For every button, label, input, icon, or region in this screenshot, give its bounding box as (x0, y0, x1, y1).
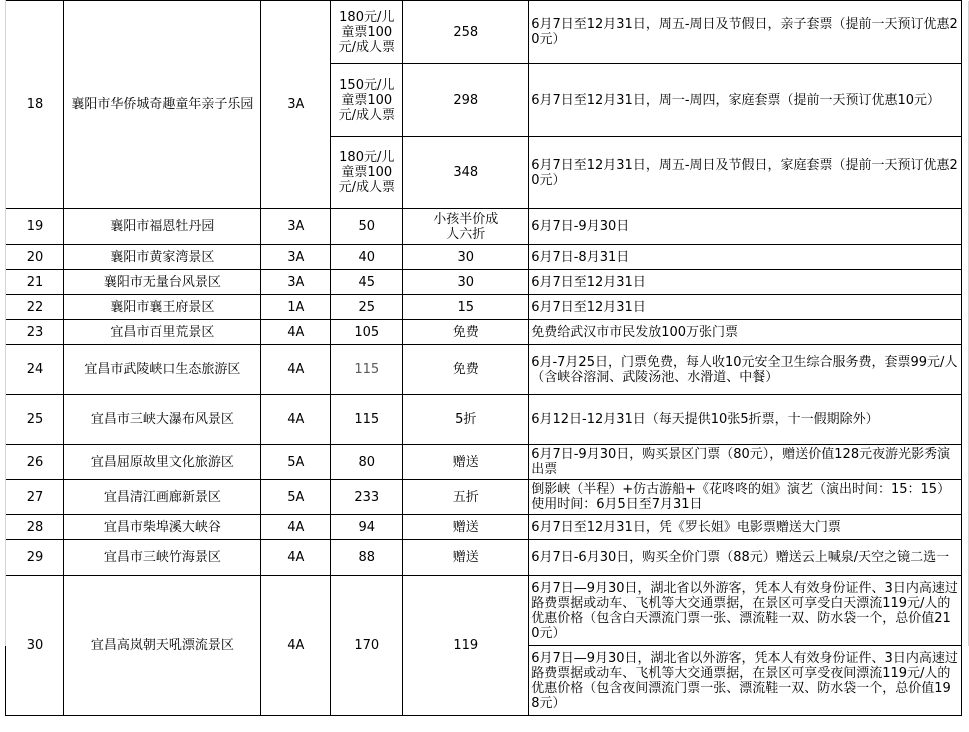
scenic-name[interactable]: 宜昌市柴埠溪大峡谷 (64, 515, 261, 540)
scenic-name[interactable]: 襄阳市无量台风景区 (64, 270, 261, 295)
offer-note[interactable]: 6月7日至12月31日 (529, 295, 962, 320)
offer-note[interactable]: 6月7日-8月31日 (529, 245, 962, 270)
table-row[interactable] (0, 320, 969, 345)
offer-note[interactable]: 6月7日至12月31日，周五-周日及节假日，亲子套票（提前一天预订优惠20元） (529, 1, 962, 64)
discount-price[interactable]: 赠送 (403, 540, 529, 576)
ticket-price[interactable]: 50 (331, 209, 403, 245)
scenic-name[interactable]: 宜昌市武陵峡口生态旅游区 (64, 345, 261, 395)
scenic-name[interactable]: 宜昌高岚朝天吼漂流景区 (64, 576, 261, 716)
offer-note[interactable]: 倒影峡（半程）+仿古游船+《花咚咚的姐》演艺（演出时间：15：15）使用时间：6月5日至7月31日 (529, 480, 962, 515)
row-number[interactable]: 29 (6, 540, 64, 576)
ticket-price[interactable]: 150元/儿童票100元/成人票 (331, 64, 403, 137)
scenic-level[interactable]: 4A (261, 576, 331, 716)
discount-price[interactable]: 免费 (403, 345, 529, 395)
ticket-price[interactable]: 40 (331, 245, 403, 270)
offer-note[interactable]: 6月7日至12月31日 (529, 270, 962, 295)
row-number[interactable]: 27 (6, 480, 64, 515)
discount-price[interactable]: 免费 (403, 320, 529, 345)
scenic-level[interactable]: 3A (261, 245, 331, 270)
discount-price[interactable]: 5折 (403, 395, 529, 445)
discount-price[interactable]: 119 (403, 576, 529, 716)
table-row[interactable] (0, 395, 969, 445)
offer-note[interactable]: 免费给武汉市市民发放100万张门票 (529, 320, 962, 345)
scenic-name[interactable]: 宜昌清江画廊新景区 (64, 480, 261, 515)
discount-price[interactable]: 298 (403, 64, 529, 137)
discount-price[interactable]: 赠送 (403, 445, 529, 480)
row-number[interactable]: 20 (6, 245, 64, 270)
offer-note[interactable]: 6月7日—9月30日，湖北省以外游客，凭本人有效身份证件、3日内高速过路费票据或动车、飞机等大交通票据，在景区可享受夜间漂流119元/人的优惠价格（包含夜间漂流门票一张、漂流鞋一双、防水袋一个，总价值198元） (529, 646, 962, 716)
scenic-level[interactable]: 4A (261, 345, 331, 395)
ticket-price[interactable]: 170 (331, 576, 403, 716)
table-row[interactable] (0, 345, 969, 395)
offer-note[interactable]: 6月7日—9月30日，湖北省以外游客，凭本人有效身份证件、3日内高速过路费票据或动车、飞机等大交通票据，在景区可享受白天漂流119元/人的优惠价格（包含白天漂流门票一张、漂流鞋一双、防水袋一个，总价值210元） (529, 576, 962, 646)
offer-note[interactable]: 6月7日至12月31日，周五-周日及节假日，家庭套票（提前一天预订优惠20元） (529, 137, 962, 209)
ticket-price[interactable]: 180元/儿童票100元/成人票 (331, 1, 403, 64)
scenic-level[interactable]: 1A (261, 295, 331, 320)
ticket-price[interactable]: 180元/儿童票100元/成人票 (331, 137, 403, 209)
offer-note[interactable]: 6月7日-9月30日 (529, 209, 962, 245)
row-number[interactable]: 21 (6, 270, 64, 295)
scenic-name[interactable]: 宜昌市百里荒景区 (64, 320, 261, 345)
offer-note[interactable]: 6月7日至12月31日，凭《罗长姐》电影票赠送大门票 (529, 515, 962, 540)
row-number[interactable]: 18 (6, 1, 64, 209)
row-number[interactable]: 24 (6, 345, 64, 395)
offer-note[interactable]: 6月7日至12月31日，周一-周四，家庭套票（提前一天预订优惠10元） (529, 64, 962, 137)
table-row[interactable] (0, 576, 969, 646)
ticket-price[interactable]: 88 (331, 540, 403, 576)
scenic-name[interactable]: 襄阳市华侨城奇趣童年亲子乐园 (64, 1, 261, 209)
scenic-level[interactable]: 3A (261, 1, 331, 209)
ticket-price[interactable]: 45 (331, 270, 403, 295)
ticket-price[interactable]: 115 (331, 345, 403, 395)
table-row[interactable] (0, 209, 969, 245)
discount-price[interactable]: 五折 (403, 480, 529, 515)
offer-note[interactable]: 6月12日-12月31日（每天提供10张5折票，十一假期除外） (529, 395, 962, 445)
scenic-name[interactable]: 宜昌市三峡大瀑布风景区 (64, 395, 261, 445)
scenic-level[interactable]: 5A (261, 480, 331, 515)
scenic-name[interactable]: 襄阳市襄王府景区 (64, 295, 261, 320)
scenic-name[interactable]: 宜昌市三峡竹海景区 (64, 540, 261, 576)
discount-price[interactable]: 258 (403, 1, 529, 64)
discount-price[interactable]: 30 (403, 270, 529, 295)
table-row[interactable] (0, 445, 969, 480)
left-gutter (0, 646, 6, 716)
discount-price[interactable]: 赠送 (403, 515, 529, 540)
discount-price[interactable]: 小孩半价成人六折 (403, 209, 529, 245)
scenic-name[interactable]: 宜昌屈原故里文化旅游区 (64, 445, 261, 480)
scenic-level[interactable]: 4A (261, 540, 331, 576)
row-number[interactable]: 25 (6, 395, 64, 445)
ticket-price[interactable]: 115 (331, 395, 403, 445)
ticket-price[interactable]: 94 (331, 515, 403, 540)
discount-price[interactable]: 15 (403, 295, 529, 320)
scenic-name[interactable]: 襄阳市福恩牡丹园 (64, 209, 261, 245)
ticket-price[interactable]: 80 (331, 445, 403, 480)
offer-note[interactable]: 6月-7月25日，门票免费，每人收10元安全卫生综合服务费，套票99元/人（含峡谷溶洞、武陵汤池、水滑道、中餐） (529, 345, 962, 395)
row-number[interactable]: 19 (6, 209, 64, 245)
table-row[interactable] (0, 480, 969, 515)
discount-price[interactable]: 30 (403, 245, 529, 270)
table-row[interactable] (0, 295, 969, 320)
right-gutter (961, 1, 968, 646)
ticket-price[interactable]: 25 (331, 295, 403, 320)
offer-note[interactable]: 6月7日-9月30日，购买景区门票（80元），赠送价值128元夜游光影秀演出票 (529, 445, 962, 480)
ticket-price[interactable]: 105 (331, 320, 403, 345)
table-row[interactable] (0, 245, 969, 270)
table-row[interactable] (0, 270, 969, 295)
offer-note[interactable]: 6月7日-6月30日，购买全价门票（88元）赠送云上喊泉/天空之镜二选一 (529, 540, 962, 576)
table-row[interactable] (0, 540, 969, 576)
row-number[interactable]: 30 (6, 576, 64, 716)
ticket-price[interactable]: 233 (331, 480, 403, 515)
scenic-level[interactable]: 4A (261, 320, 331, 345)
row-number[interactable]: 22 (6, 295, 64, 320)
table-row[interactable] (0, 515, 969, 540)
scenic-level[interactable]: 3A (261, 270, 331, 295)
discount-price[interactable]: 348 (403, 137, 529, 209)
table-row[interactable] (0, 1, 969, 64)
row-number[interactable]: 28 (6, 515, 64, 540)
row-number[interactable]: 23 (6, 320, 64, 345)
scenic-level[interactable]: 4A (261, 515, 331, 540)
row-number[interactable]: 26 (6, 445, 64, 480)
scenic-level[interactable]: 3A (261, 209, 331, 245)
scenic-level[interactable]: 4A (261, 395, 331, 445)
scenic-level[interactable]: 5A (261, 445, 331, 480)
scenic-name[interactable]: 襄阳市黄家湾景区 (64, 245, 261, 270)
